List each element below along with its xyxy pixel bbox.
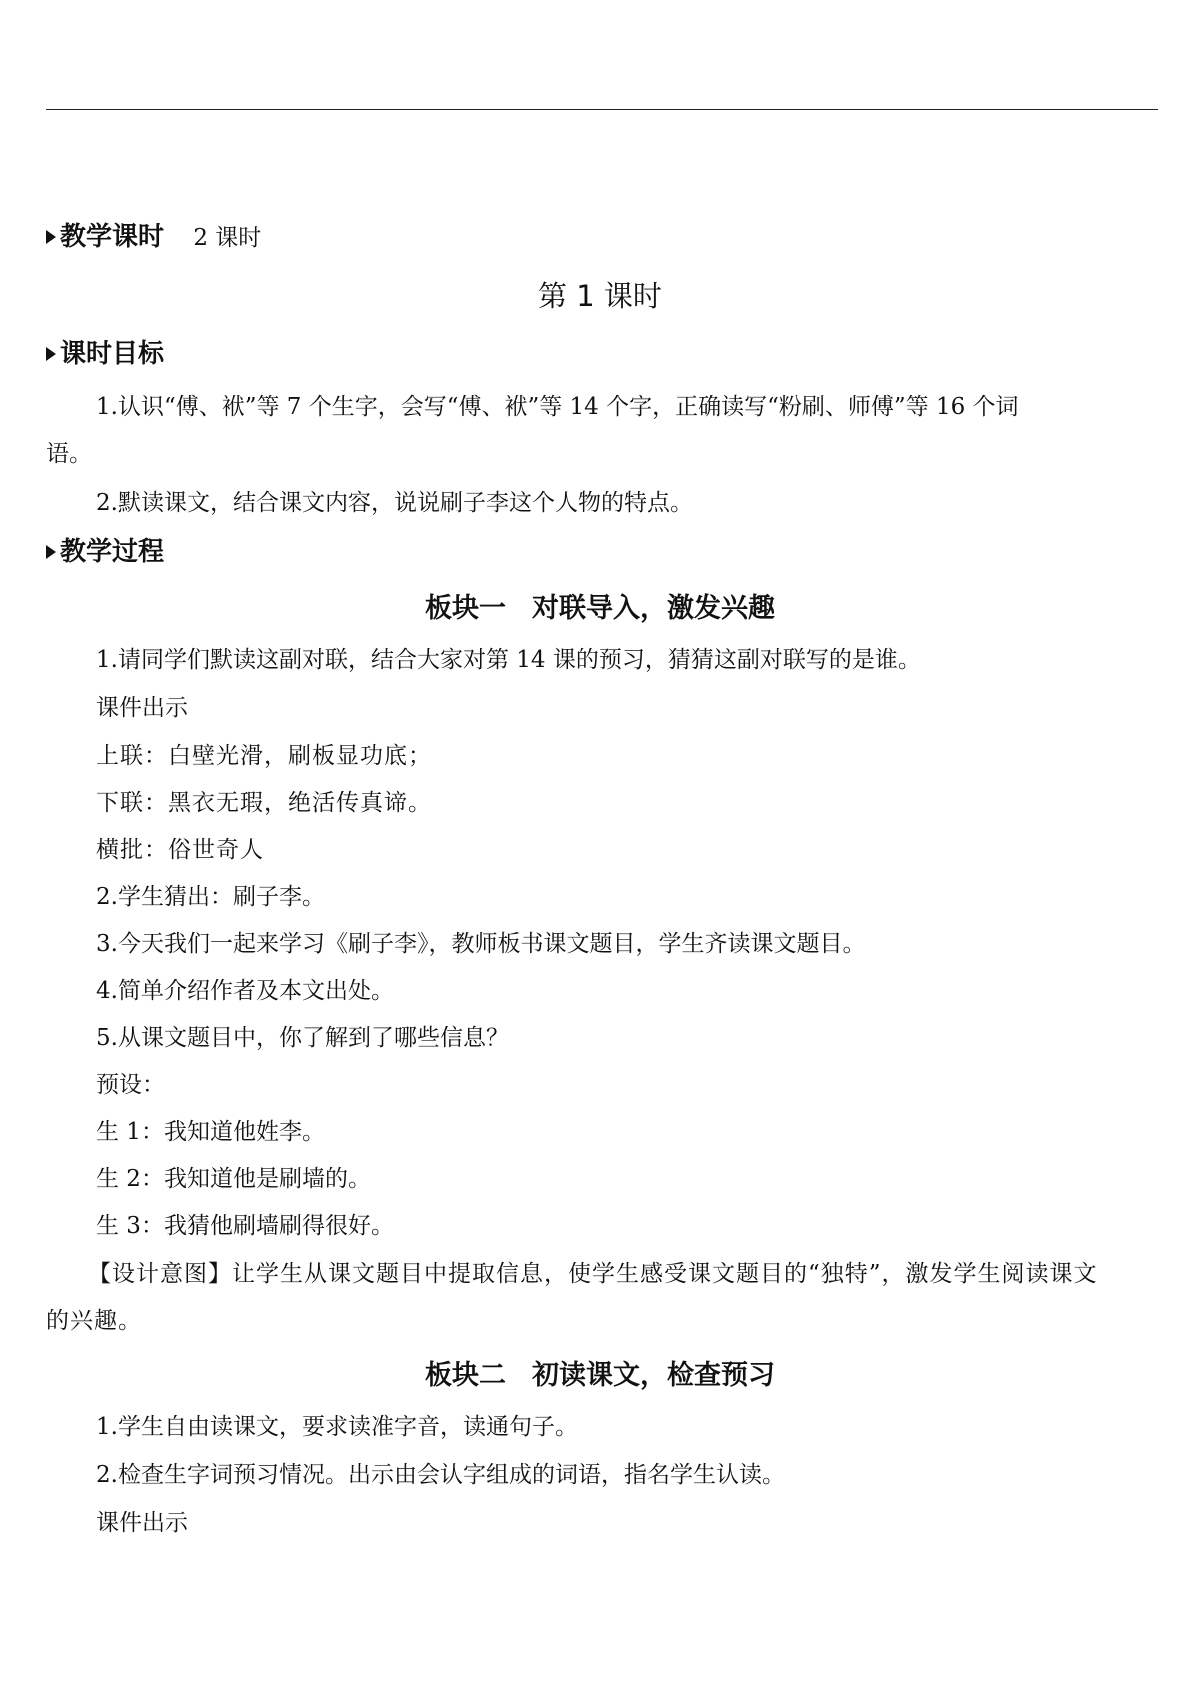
design-intent-cont: 的兴趣。 (46, 1308, 142, 1334)
block1-line: 下联：黑衣无瑕，绝活传真谛。 (96, 790, 432, 816)
block1-line: 生 2：我知道他是刷墙的。 (96, 1166, 371, 1192)
objective-item: 1.认识“傅、袱”等 7 个生字，会写“傅、袱”等 14 个字，正确读写“粉刷、师傅”等 16 个词 (96, 394, 1019, 420)
triangle-bullet-icon (46, 545, 56, 559)
block1-line: 横批：俗世奇人 (96, 837, 264, 863)
block1-line: 3.今天我们一起来学习《刷子李》，教师板书课文题目，学生齐读课文题目。 (96, 931, 866, 957)
block1-line: 生 3：我猜他刷墙刷得很好。 (96, 1213, 394, 1239)
block2-line: 2.检查生字词预习情况。出示由会认字组成的词语，指名学生认读。 (96, 1462, 785, 1488)
design-intent: 【设计意图】让学生从课文题目中提取信息，使学生感受课文题目的“独特”，激发学生阅读课文 (88, 1261, 1098, 1287)
block1-title: 板块一 对联导入，激发兴趣 (425, 593, 775, 624)
lesson-title: 第 1 课时 (538, 279, 662, 313)
objective-item: 语。 (46, 441, 92, 467)
block1-line: 课件出示 (96, 695, 188, 721)
block1-line: 2.学生猜出：刷子李。 (96, 884, 325, 910)
block1-line: 1.请同学们默读这副对联，结合大家对第 14 课的预习，猜猜这副对联写的是谁。 (96, 647, 921, 673)
lesson-hours-row (46, 222, 261, 253)
triangle-bullet-icon (46, 230, 56, 244)
block1-line: 5.从课文题目中，你了解到了哪些信息？ (96, 1025, 509, 1051)
block1-line: 上联：白壁光滑，刷板显功底； (96, 743, 432, 769)
header-rule (46, 109, 1158, 110)
objective-item: 2.默读课文，结合课文内容，说说刷子李这个人物的特点。 (96, 490, 693, 516)
block1-line: 生 1：我知道他姓李。 (96, 1119, 325, 1145)
process-heading: 教学过程 (46, 537, 164, 568)
block2-line: 1.学生自由读课文，要求读准字音，读通句子。 (96, 1414, 578, 1440)
block2-line: 课件出示 (96, 1510, 188, 1536)
objectives-heading: 课时目标 (46, 339, 164, 370)
triangle-bullet-icon (46, 347, 56, 361)
lesson-hours-value: 2 课时 (193, 225, 262, 251)
block1-line: 预设： (96, 1072, 165, 1098)
block2-title: 板块二 初读课文，检查预习 (425, 1360, 775, 1391)
lesson-hours-label: 教学课时 (46, 222, 164, 252)
block1-line: 4.简单介绍作者及本文出处。 (96, 978, 394, 1004)
